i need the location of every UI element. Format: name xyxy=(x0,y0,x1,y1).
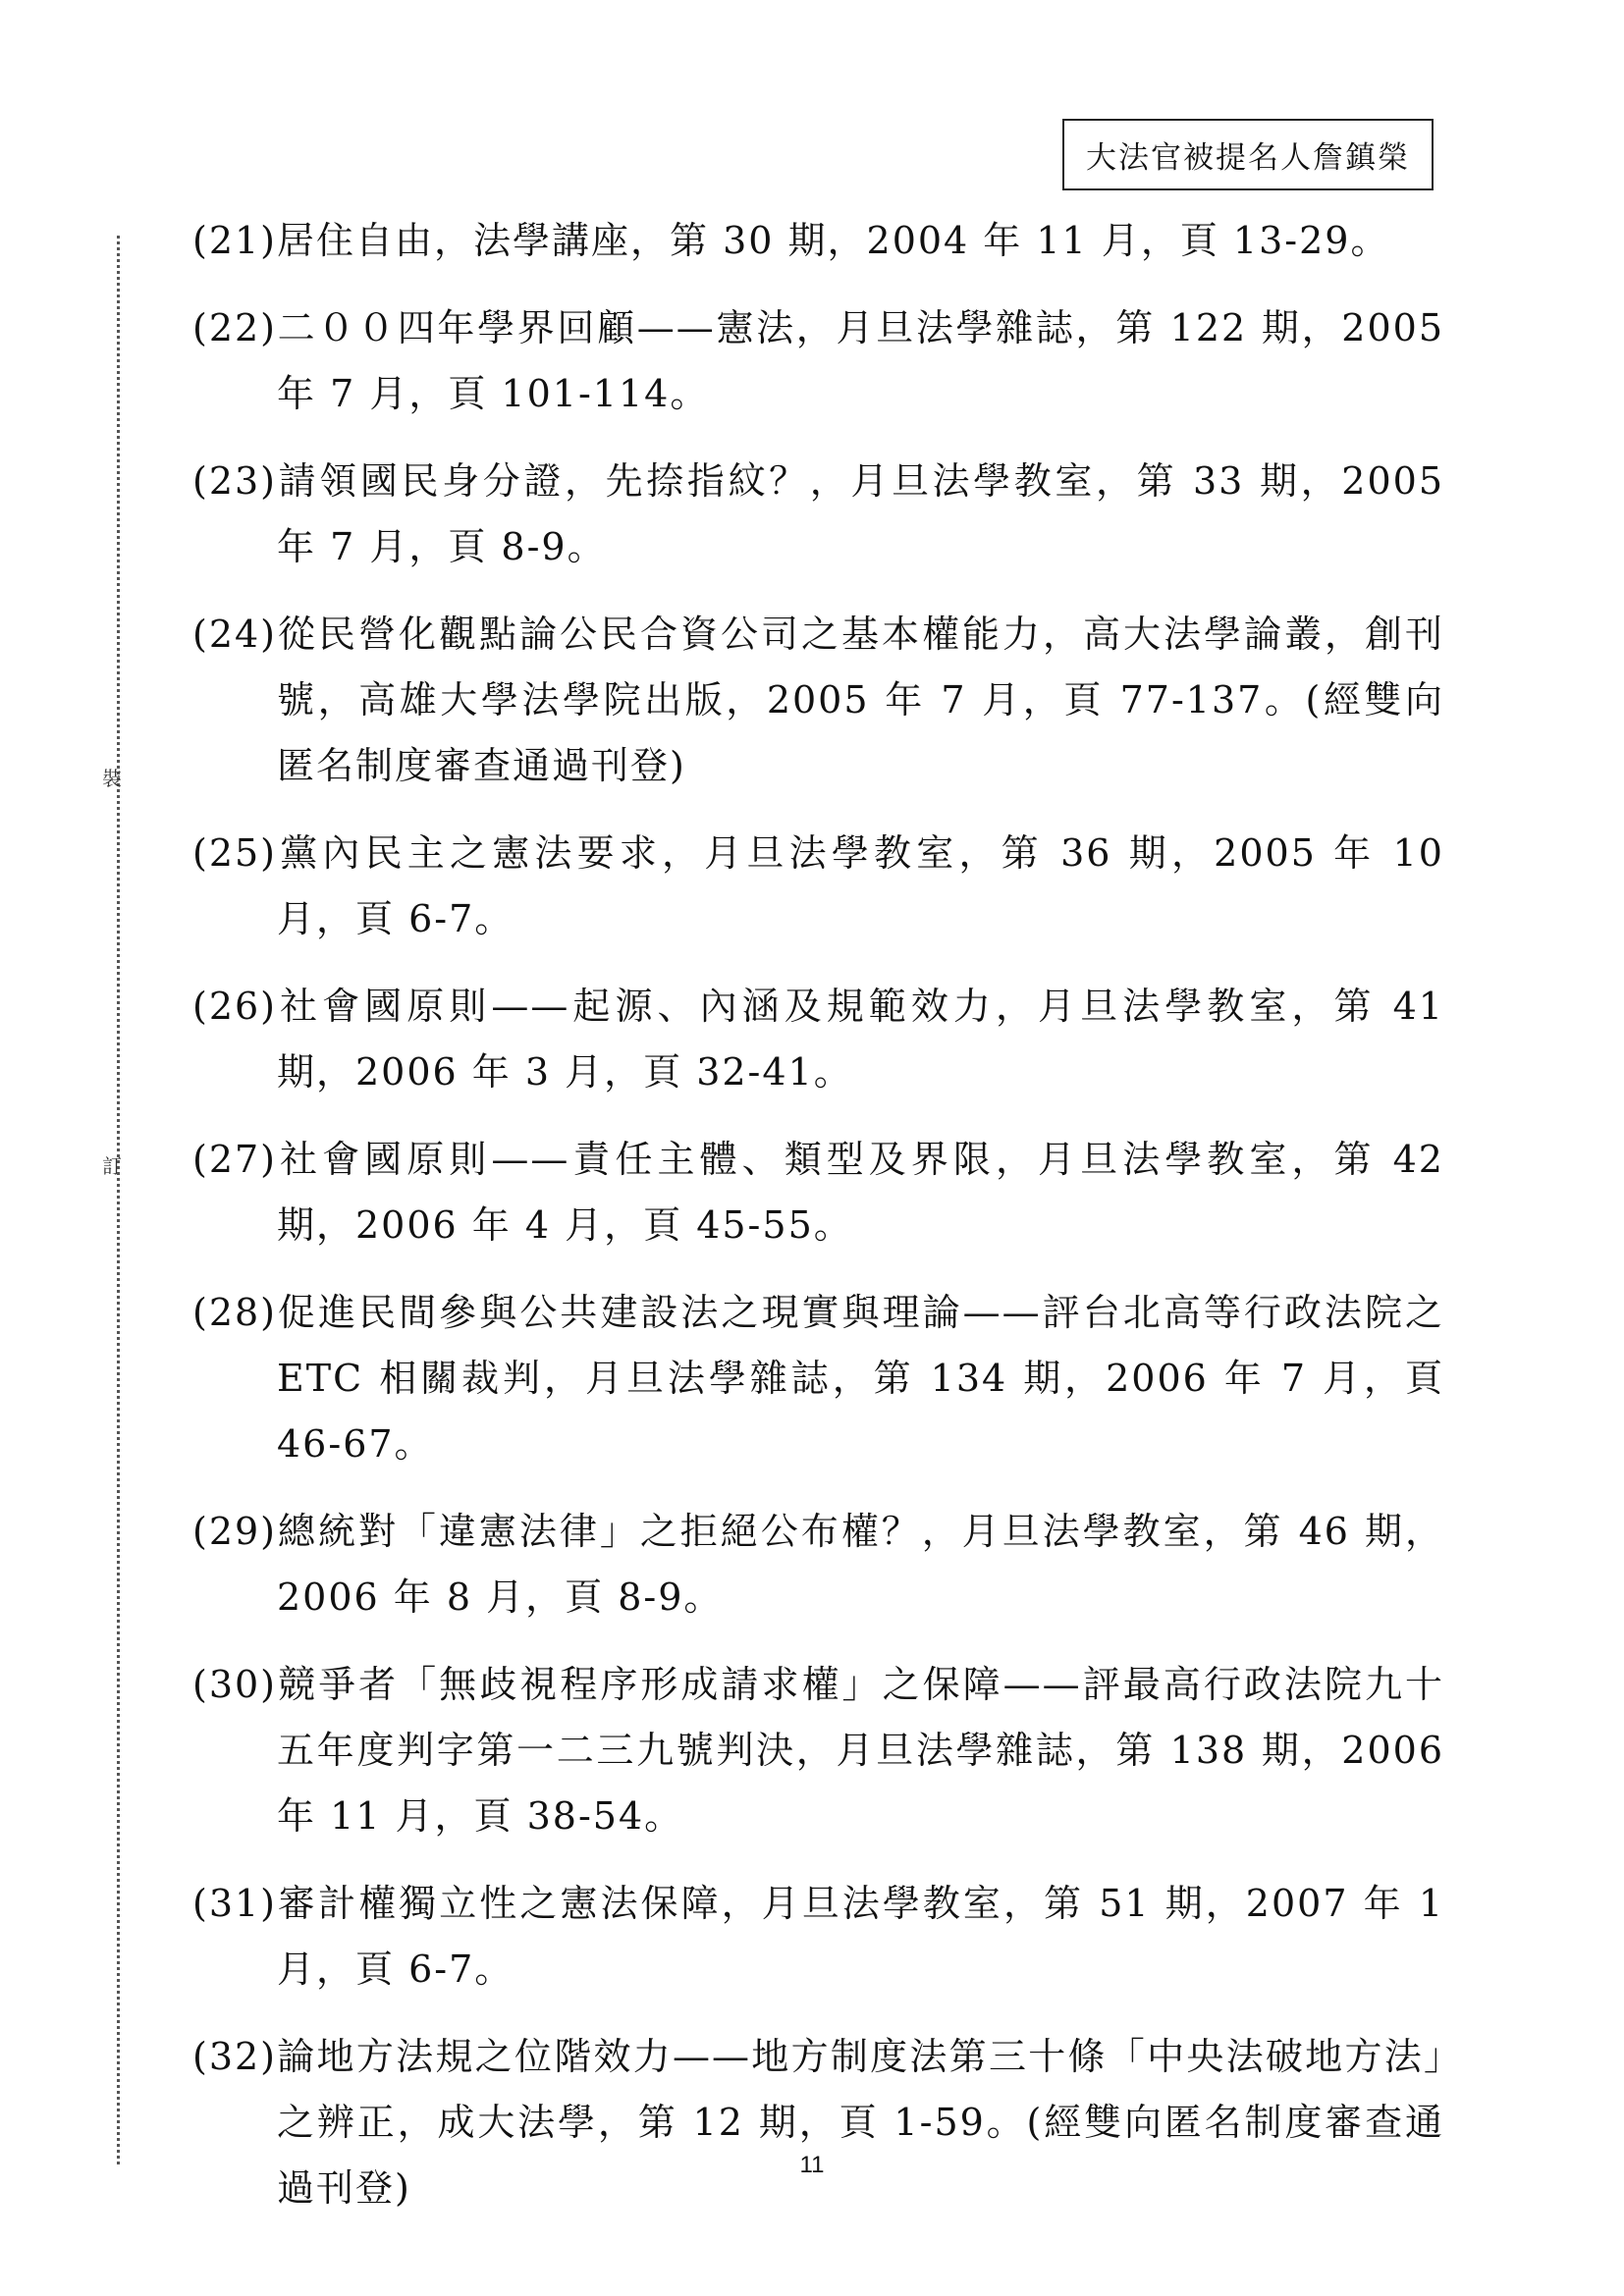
nominee-label: 大法官被提名人詹鎮榮 xyxy=(1086,140,1410,176)
publication-entry-32: (32)論地方法規之位階效力——地方制度法第三十條「中央法破地方法」之辨正，成大法學，第 12 期，頁 1-59。(經雙向匿名制度審查通過刊登) xyxy=(192,2035,1444,2210)
binding-margin-line xyxy=(117,236,120,2164)
publication-entry-23: (23)請領國民身分證，先捺指紋？，月旦法學教室，第 33 期，2005 年 7 月，頁 8-9。 xyxy=(192,459,1444,568)
publication-entry-28: (28)促進民間參與公共建設法之現實與理論——評台北高等行政法院之 ETC 相關裁判，月旦法學雜誌，第 134 期，2006 年 7 月，頁 46-67。 xyxy=(192,1291,1444,1466)
publication-entry-21: (21)居住自由，法學講座，第 30 期，2004 年 11 月，頁 13-29。 xyxy=(192,219,1390,262)
binding-mark-top: 裝 xyxy=(102,767,122,790)
publication-entry-29: (29)總統對「違憲法律」之拒絕公布權？，月旦法學教室，第 46 期，2006 年 8 月，頁 8-9。 xyxy=(192,1510,1444,1619)
publication-entry-22: (22)二００四年學界回顧——憲法，月旦法學雜誌，第 122 期，2005 年 7 月，頁 101-114。 xyxy=(192,306,1444,415)
publication-entry-30: (30)競爭者「無歧視程序形成請求權」之保障——評最高行政法院九十五年度判字第一二三九號判決，月旦法學雜誌，第 138 期，2006 年 11 月，頁 38-54。 xyxy=(192,1663,1444,1838)
publication-entry-24: (24)從民營化觀點論公民合資公司之基本權能力，高大法學論叢，創刊號，高雄大學法學院出版，2005 年 7 月，頁 77-137。(經雙向匿名制度審查通過刊登) xyxy=(192,613,1444,787)
publication-entry-27: (27)社會國原則——責任主體、類型及界限，月旦法學教室，第 42 期，2006 年 4 月，頁 45-55。 xyxy=(192,1138,1444,1247)
publication-entry-31: (31)審計權獨立性之憲法保障，月旦法學教室，第 51 期，2007 年 1 月，頁 6-7。 xyxy=(192,1882,1444,1991)
page-number: 11 xyxy=(799,2152,825,2178)
publication-entry-25: (25)黨內民主之憲法要求，月旦法學教室，第 36 期，2005 年 10 月，頁 6-7。 xyxy=(192,831,1444,940)
binding-mark-bottom: 訂 xyxy=(102,1154,122,1178)
publication-list xyxy=(192,208,1444,2243)
nominee-header-box xyxy=(1062,119,1434,190)
publication-entry-26: (26)社會國原則——起源、內涵及規範效力，月旦法學教室，第 41 期，2006 年 3 月，頁 32-41。 xyxy=(192,985,1444,1094)
